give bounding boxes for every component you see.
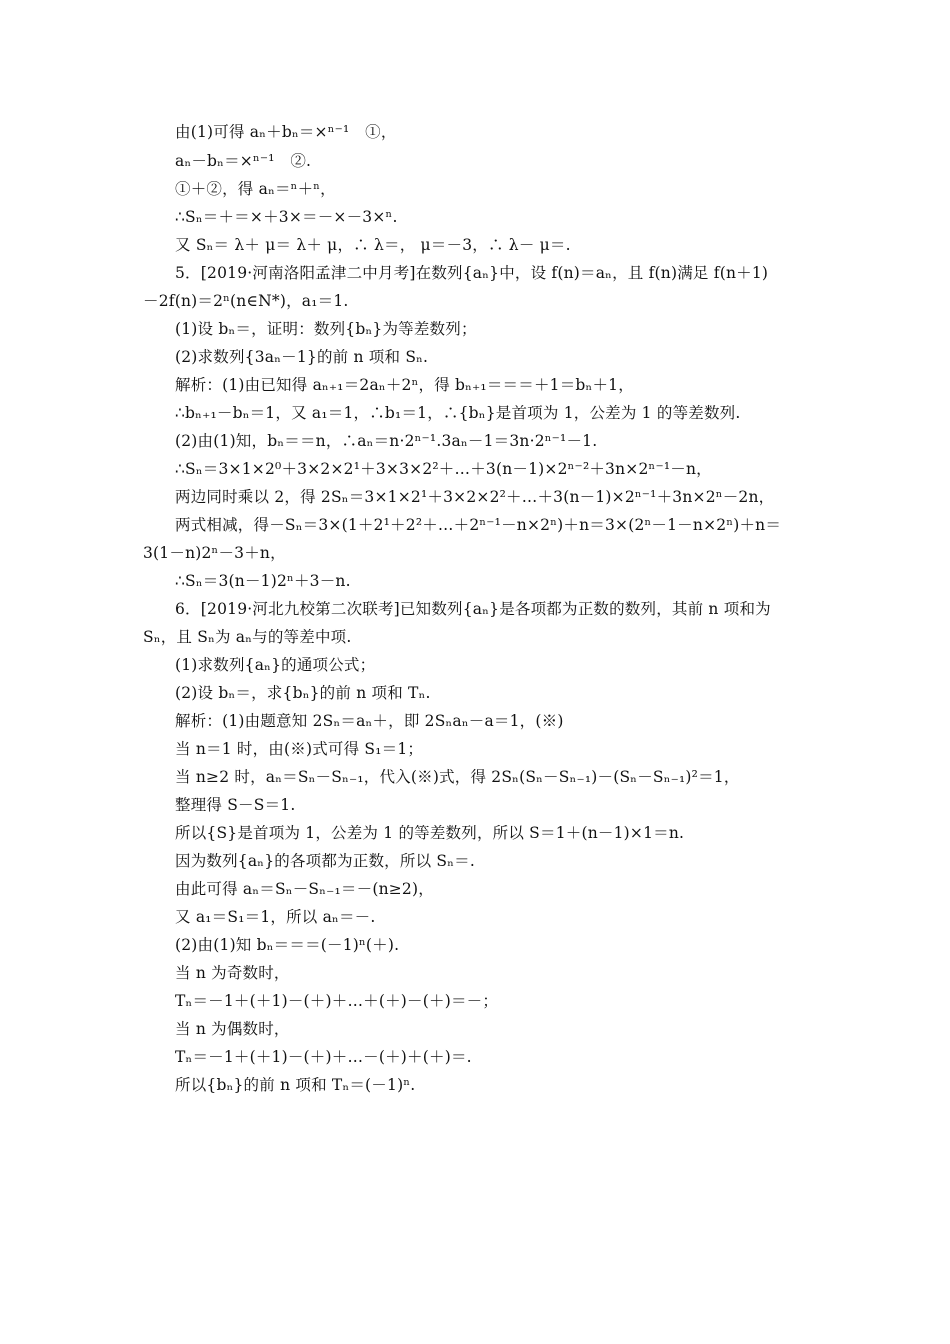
text-line: 解析：(1)由题意知 2Sₙ＝aₙ＋，即 2Sₙaₙ－a＝1，(※): [175, 712, 564, 730]
text-line: 3(1－n)2ⁿ－3＋n，: [143, 544, 286, 562]
text-line: 由(1)可得 aₙ＋bₙ＝×ⁿ⁻¹ ①，: [175, 123, 397, 141]
text-line: (2)设 bₙ＝，求{bₙ}的前 n 项和 Tₙ.: [175, 684, 431, 702]
text-line: (1)求数列{aₙ}的通项公式；: [175, 656, 376, 674]
text-line: 两边同时乘以 2，得 2Sₙ＝3×1×2¹＋3×2×2²＋…＋3(n－1)×2ⁿ⁻¹＋3n×2ⁿ－2n，: [175, 488, 775, 506]
text-line: 解析：(1)由已知得 aₙ₊₁＝2aₙ＋2ⁿ，得 bₙ₊₁＝＝＝＋1＝bₙ＋1，: [175, 376, 634, 394]
text-line: ∴bₙ₊₁－bₙ＝1，又 a₁＝1，∴b₁＝1，∴{bₙ}是首项为 1，公差为 1 的等差数列.: [175, 404, 741, 422]
text-line: ①＋②，得 aₙ＝ⁿ＋ⁿ，: [175, 180, 336, 198]
text-line: 当 n 为偶数时，: [175, 1020, 290, 1038]
text-line: (2)由(1)知，bₙ＝＝n，∴aₙ＝n·2ⁿ⁻¹.3aₙ－1＝3n·2ⁿ⁻¹－1.: [175, 432, 598, 450]
text-line: (2)求数列{3aₙ－1}的前 n 项和 Sₙ.: [175, 348, 429, 366]
text-line: aₙ－bₙ＝×ⁿ⁻¹ ②.: [175, 152, 312, 170]
text-line: 又 Sₙ＝ λ＋ μ＝ λ＋ μ，∴ λ＝， μ＝－3，∴ λ－ μ＝.: [175, 236, 571, 254]
problem-6-heading: 6．[2019·河北九校第二次联考]已知数列{aₙ}是各项都为正数的数列，其前 n 项和为: [175, 600, 771, 618]
text-line: 两式相减，得－Sₙ＝3×(1＋2¹＋2²＋…＋2ⁿ⁻¹－n×2ⁿ)＋n＝3×(2ⁿ－1－n×2ⁿ)＋n＝: [175, 516, 782, 534]
text-line: ∴Sₙ＝＋＝×＋3×＝－×－3×ⁿ.: [175, 208, 398, 226]
text-line: －2f(n)＝2ⁿ(n∈N*)，a₁＝1.: [143, 292, 349, 310]
text-line: ∴Sₙ＝3(n－1)2ⁿ＋3－n.: [175, 572, 351, 590]
text-line: 当 n＝1 时，由(※)式可得 S₁＝1；: [175, 740, 424, 758]
text-line: ∴Sₙ＝3×1×2⁰＋3×2×2¹＋3×3×2²＋…＋3(n－1)×2ⁿ⁻²＋3n×2ⁿ⁻¹－n，: [175, 460, 712, 478]
text-line: 所以{bₙ}的前 n 项和 Tₙ＝(－1)ⁿ.: [175, 1076, 416, 1094]
problem-5-heading: 5．[2019·河南洛阳孟津二中月考]在数列{aₙ}中，设 f(n)＝aₙ，且 f(n)满足 f(n＋1): [175, 264, 769, 282]
text-line: (1)设 bₙ＝，证明：数列{bₙ}为等差数列；: [175, 320, 477, 338]
text-line: 因为数列{aₙ}的各项都为正数，所以 Sₙ＝.: [175, 852, 475, 870]
text-line: (2)由(1)知 bₙ＝＝＝(－1)ⁿ(＋).: [175, 936, 400, 954]
text-line: Tₙ＝－1＋(＋1)－(＋)＋…－(＋)＋(＋)＝.: [175, 1048, 472, 1066]
text-line: 又 a₁＝S₁＝1，所以 aₙ＝－.: [175, 908, 376, 926]
text-line: 整理得 S－S＝1.: [175, 796, 296, 814]
text-line: 由此可得 aₙ＝Sₙ－Sₙ₋₁＝－(n≥2)，: [175, 880, 434, 898]
text-line: 当 n≥2 时，aₙ＝Sₙ－Sₙ₋₁，代入(※)式，得 2Sₙ(Sₙ－Sₙ₋₁)－(Sₙ－Sₙ₋₁)²＝1，: [175, 768, 740, 786]
text-line: 当 n 为奇数时，: [175, 964, 290, 982]
text-line: 所以{S}是首项为 1，公差为 1 的等差数列，所以 S＝1＋(n－1)×1＝n.: [175, 824, 685, 842]
text-line: Tₙ＝－1＋(＋1)－(＋)＋…＋(＋)－(＋)＝－；: [175, 992, 499, 1010]
text-line: Sₙ，且 Sₙ为 aₙ与的等差中项.: [143, 628, 352, 646]
